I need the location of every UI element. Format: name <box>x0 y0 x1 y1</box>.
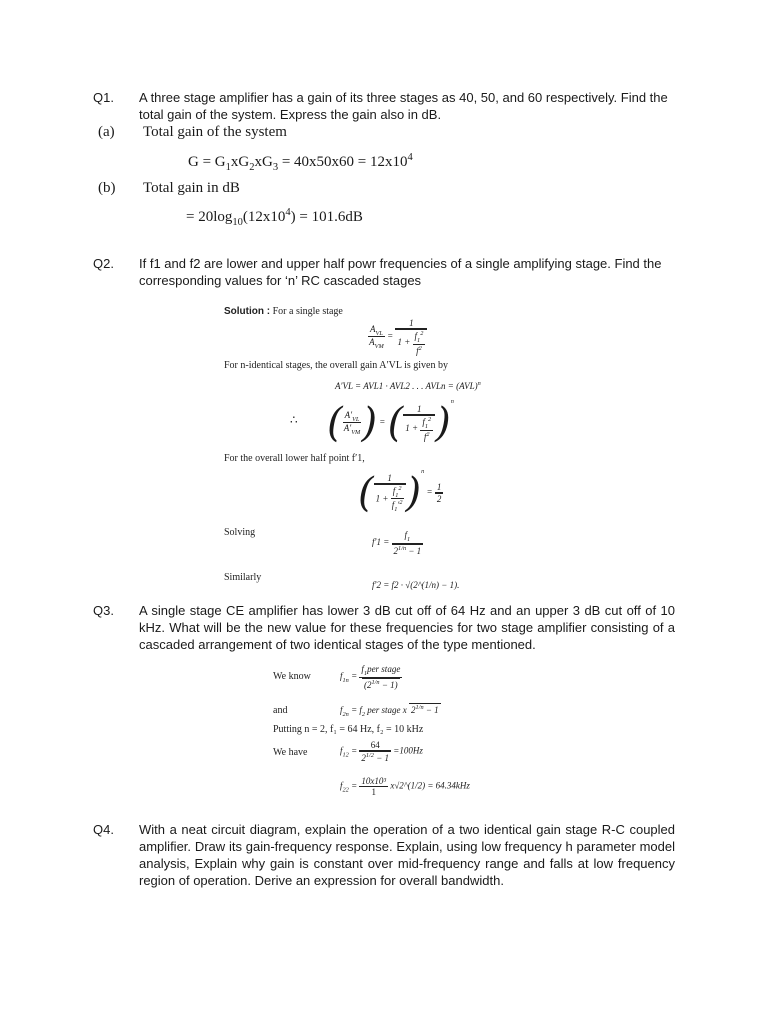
q1-number: Q1. <box>93 90 114 105</box>
q3-putting-text: Putting n = 2, f₁ = 64 Hz, f₂ = 10 kHz <box>273 724 424 735</box>
q3-cutoff-formula: $f_{1n}$ = $\frac{f_1per stage}{(2^{1/n} - 1)}$ <box>340 664 401 690</box>
q1-part-a-heading: Total gain of the system <box>143 124 287 140</box>
q2-product-formula: A′VL = AVL1 · AVL2 . . . AVLn = (AVL)$^n$ <box>335 380 481 391</box>
q4-text: With a neat circuit diagram, explain the operation of a two identical gain stage R-C coupled amplifier. Draw its gain-frequency response. Explain, using low frequency h parameter model analysis, Explain why gain is constant over mid-frequency range and falls at low frequency region of operation. Derive an expression for overall bandwidth. <box>139 822 675 888</box>
q2-therefore-symbol: ∴ <box>290 413 298 427</box>
q3-number: Q3. <box>93 603 114 618</box>
q3-upper-cutoff-formula: $f_{2n} = f_2$ per stage x $2^{1/n} - 1$ <box>340 704 439 718</box>
q2-lower-half-text: For the overall lower half point f′1, <box>224 453 365 464</box>
q3-we-have-text: We have <box>273 747 308 758</box>
q3-f12-formula: $f_{12}$ = $\frac{64}{2^{1/2} - 1}$ =100Hz <box>340 740 423 763</box>
q2-single-stage-formula: $\frac{A_{VL}}{A_{VM}}$ = 1 1 + $\frac{f_1^2}{f^2}$ <box>368 318 427 356</box>
q1-part-b-label: (b) <box>98 180 116 196</box>
q1-part-a-label: (a) <box>98 124 115 140</box>
q1-gain-db-equation: = $20\log_{10}(12x10^4) = 101.6dB$ <box>186 207 363 228</box>
q3-text: A single stage CE amplifier has lower 3 dB cut off of 64 Hz and an upper 3 dB cut off of 10 kHz. What will be the new value for these frequencies for two stage amplifier consisting of a cascaded arrangement of two identical stages of the type mentioned. <box>139 603 675 652</box>
q2-solution-intro: Solution : For a single stage <box>224 306 343 317</box>
q2-text: If f1 and f2 are lower and upper half powr frequencies of a single amplifying stage. Find the corresponding values for ‘n’ RC cascaded stages <box>139 256 662 288</box>
q1-total-gain-equation: $G = G_1xG_2xG_3 = 40x50x60 = 12x10^4$ <box>188 152 413 173</box>
q3-we-know-text: We know <box>273 671 311 682</box>
q2-overall-gain-formula: ( $\frac{A'_{VL}}{A'_{VM}}$ ) = ( 1 1 + $\frac{f_1^2}{f^2}$ )$^n$ <box>327 398 454 446</box>
q2-f2-result-formula: f′2 = f2 · √(2^(1/n) − 1). <box>372 580 460 590</box>
q2-number: Q2. <box>93 256 114 271</box>
q1-text: A three stage amplifier has a gain of its three stages as 40, 50, and 60 respectively. Find the total gain of the system. Express the gain also in dB. <box>139 90 668 122</box>
q2-similarly-text: Similarly <box>224 572 262 583</box>
q2-solving-text: Solving <box>224 527 256 538</box>
q2-f1-result-formula: f′1 = $\frac{f_1}{2^{1/n} - 1}$ <box>372 530 422 556</box>
q4-number: Q4. <box>93 822 114 837</box>
q2-half-point-formula: ( 1 1 + $\frac{f_1^2}{f_1'^2}$ )$^n$ = $\frac{1}{2}$ <box>358 468 442 516</box>
q3-f22-formula: $f_{22}$ = $\frac{\text{10x10³}}{1}$ x√2^(1/2) = 64.34kHz <box>340 776 470 797</box>
q3-and-text: and <box>273 705 288 716</box>
q1-part-b-heading: Total gain in dB <box>143 180 240 196</box>
q2-n-identical-text: For n-identical stages, the overall gain A′VL is given by <box>224 360 448 371</box>
